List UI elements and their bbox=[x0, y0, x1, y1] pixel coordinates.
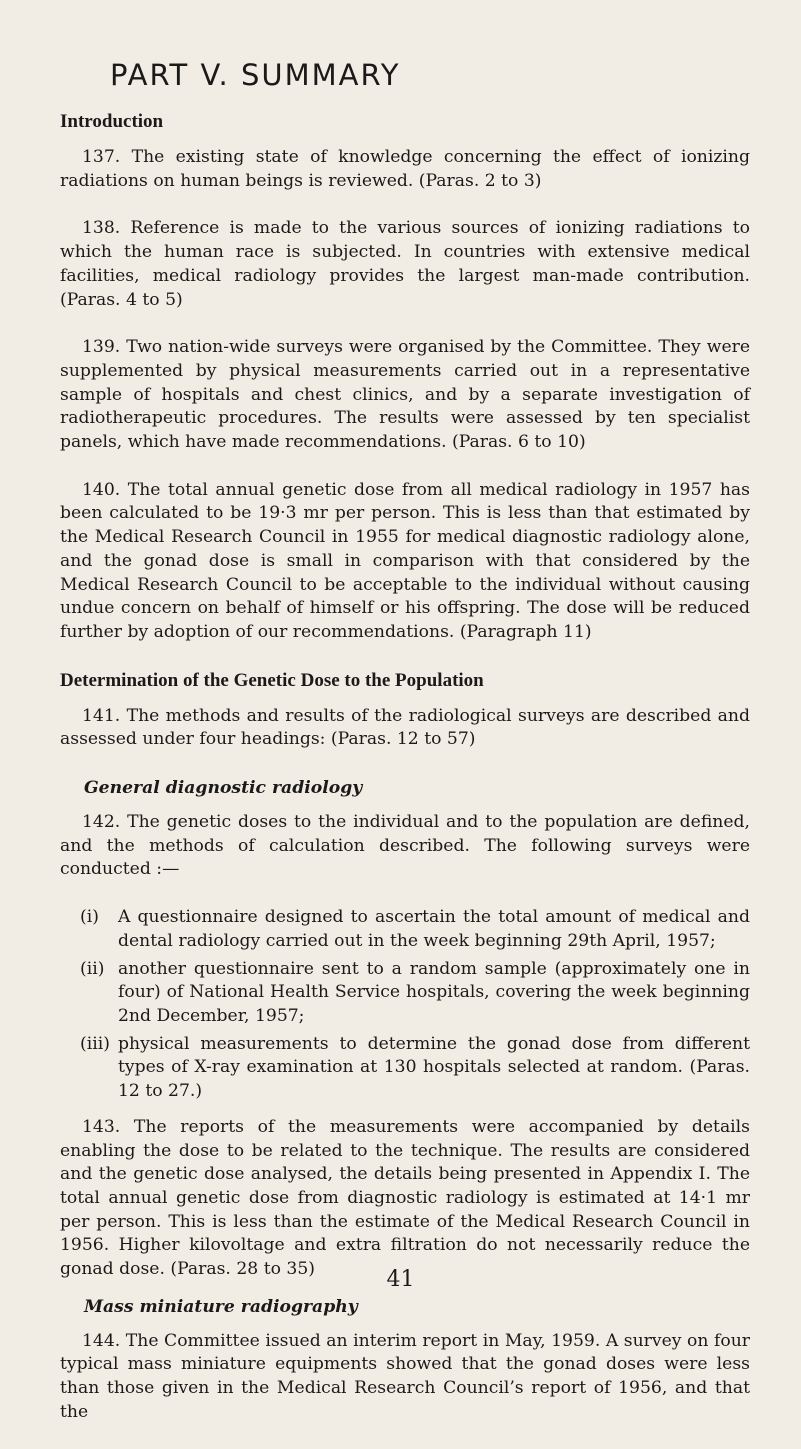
paragraph-138: 138. Reference is made to the various sources of ionizing radiations to which the human race is subjected. In countries with extensive medical facilities, medical radiology provides the largest man-made contribution. (Paras. 4 to 5) bbox=[60, 218, 750, 310]
paragraph-144: 144. The Committee issued an interim report in May, 1959. A survey on four typical mass miniature equipments showed that the gonad doses were less than those given in the Medical Research Council’s report of 1956, and that the bbox=[60, 1330, 750, 1422]
list-item bbox=[60, 906, 750, 953]
subsection-heading-general: General diagnostic radiology bbox=[84, 778, 363, 799]
paragraph-139: 139. Two nation-wide surveys were organised by the Committee. They were supplemented by physical measurements carried out in a representative sample of hospitals and chest clinics, and by a separate investigation of radiotherapeutic procedures. The results were assessed by ten specialist panels, which have made recommendations. (Paras. 6 to 10) bbox=[60, 337, 750, 453]
page-content bbox=[60, 110, 750, 1449]
list-item bbox=[60, 1033, 750, 1104]
list-item-number: (iii) bbox=[80, 1033, 110, 1054]
paragraph-142: 142. The genetic doses to the individual and to the population are defined, and the methods of calculation described. The following surveys were conducted :— bbox=[60, 812, 750, 880]
section-heading-introduction: Introduction bbox=[60, 111, 164, 132]
paragraph-137: 137. The existing state of knowledge concerning the effect of ionizing radiations on human beings is reviewed. (Paras. 2 to 3) bbox=[60, 147, 750, 191]
list-item-number: (ii) bbox=[80, 958, 105, 979]
list-item-text: another questionnaire sent to a random sample (approximately one in four) of National Health Service hospitals, covering the week beginning 2nd December, 1957; bbox=[118, 958, 750, 1026]
survey-list bbox=[60, 906, 750, 1104]
page-number: 41 bbox=[386, 1267, 415, 1292]
list-item-text: A questionnaire designed to ascertain the total amount of medical and dental radiology carried out in the week beginning 29th April, 1957; bbox=[118, 907, 750, 951]
list-item-number: (i) bbox=[80, 907, 99, 928]
list-item bbox=[60, 958, 750, 1029]
paragraph-141: 141. The methods and results of the radiological surveys are described and assessed under four headings: (Paras. 12 to 57) bbox=[60, 705, 750, 750]
list-item-text: physical measurements to determine the gonad dose from different types of X-ray examination at 130 hospitals selected at random. (Paras. 12 to 27.) bbox=[118, 1033, 750, 1102]
paragraph-143: 143. The reports of the measurements were accompanied by details enabling the dose to be related to the technique. The results are considered and the genetic dose analysed, the details being presented in Appendix I. The total annual genetic dose from diagnostic radiology is estimated at 14·1 mr per person. This is less than the estimate of the Medical Research Council in 1956. Higher kilovoltage and extra filtration do not necessarily reduce the gonad dose. (Paras. 28 to 35) bbox=[60, 1116, 750, 1280]
section-heading-determination: Determination of the Genetic Dose to the Population bbox=[60, 669, 484, 691]
paragraph-140: 140. The total annual genetic dose from all medical radiology in 1957 has been calculated to be 19·3 mr per person. This is less than that estimated by the Medical Research Council in 1955 for medical diagnostic radiology alone, and the gonad dose is small in comparison with that considered by the Medical Research Council to be acceptable to the individual without causing undue concern on behalf of himself or his offspring. The dose will be reduced further by adoption of our recommendations. (Paragraph 11) bbox=[60, 479, 750, 642]
page-title: PART V. SUMMARY bbox=[110, 58, 401, 92]
subsection-heading-mass: Mass miniature radiography bbox=[84, 1296, 358, 1317]
